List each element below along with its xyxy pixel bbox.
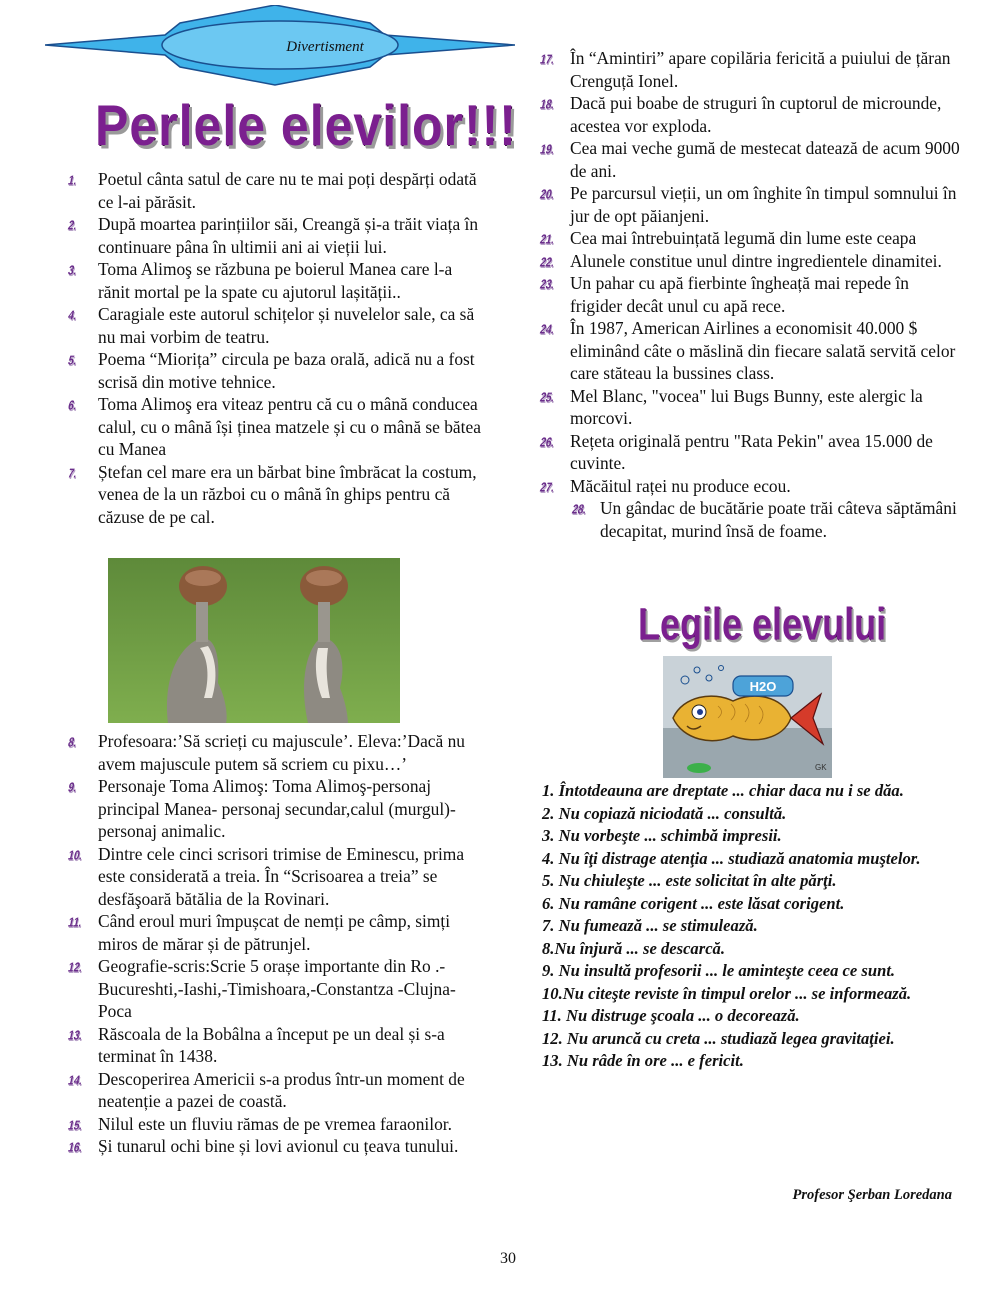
- item-text: Profesoara:’Să scrieți cu majuscule’. Eleva:’Dacă nu avem majuscule putem să scriem cu pixu…’: [98, 731, 465, 774]
- item-number: 5.: [66, 354, 79, 369]
- list-item: [68, 258, 488, 303]
- item-number: 19.: [538, 143, 556, 158]
- item-text: Pe parcursul vieții, un om înghite în timpul somnului în jur de opt păianjeni.: [570, 183, 957, 226]
- list-item: [68, 168, 488, 213]
- list-item: [68, 393, 488, 461]
- item-text: Mel Blanc, "vocea" lui Bugs Bunny, este alergic la morcovi.: [570, 385, 923, 428]
- law-item: 6. Nu ramâne corigent ... este lăsat corigent.: [542, 893, 845, 913]
- item-text: Un gândac de bucătărie poate trăi câteva săptămâni decapitat, murind însă de foame.: [600, 498, 957, 541]
- law-item: 10.Nu citeşte reviste în timpul orelor ... se informează.: [542, 983, 912, 1003]
- item-text: Când eroul muri împușcat de nemți pe câmp, simți miros de mărar și de pătrunjel.: [98, 911, 451, 954]
- author: Profesor Şerban Loredana: [792, 1187, 952, 1203]
- item-number: 27.: [538, 480, 556, 495]
- item-text: Dacă pui boabe de struguri în cuptorul de microunde, acestea vor exploda.: [570, 93, 942, 136]
- section-label: Divertisment: [286, 39, 364, 55]
- item-text: În “Amintiri” apare copilăria fericită a puiului de țăran Crenguță Ionel.: [570, 48, 951, 91]
- list-item: [540, 385, 960, 430]
- squirrels-illustration: [108, 558, 400, 723]
- pearls-list-part3: [540, 47, 960, 542]
- item-number: 12.: [66, 961, 84, 976]
- item-text: Și tunarul ochi bine și lovi avionul cu țeava tunului.: [98, 1136, 459, 1156]
- item-number: 18.: [538, 98, 556, 113]
- item-number: 3.: [66, 264, 79, 279]
- squirrels-photo: [108, 558, 400, 723]
- item-text: Poetul cânta satul de care nu te mai poți despărți odată ce l-ai părăsit.: [98, 169, 477, 212]
- item-number: 8.: [66, 736, 79, 751]
- fish-cartoon-illustration: [663, 656, 832, 778]
- item-number: 7.: [66, 466, 79, 481]
- law-item: 5. Nu chiuleşte ... este solicitat în alte părţi.: [542, 871, 837, 890]
- item-number: 10.: [66, 848, 84, 863]
- law-item: 1. Întotdeauna are dreptate ... chiar daca nu i se dăa.: [542, 781, 904, 800]
- list-item: [540, 272, 960, 317]
- law-item: 7. Nu fumează ... se stimulează.: [542, 916, 758, 935]
- law-item: 12. Nu aruncă cu creta ... studiază legea gravitaţiei.: [542, 1028, 895, 1048]
- item-number: 17.: [538, 53, 556, 68]
- list-item: [540, 250, 960, 273]
- list-item: [540, 92, 960, 137]
- list-item: [68, 843, 488, 911]
- item-text: Ștefan cel mare era un bărbat bine îmbrăcat la costum, venea de la un război cu o mână în ghips pentru că căzuse de pe cal.: [98, 461, 477, 527]
- item-text: După moartea parințiilor săi, Creangă și-a trăit viața în continuare pâna în ultimii ani ai vieții lui.: [98, 214, 479, 257]
- item-number: 26.: [538, 435, 556, 450]
- law-item: 13. Nu râde în ore ... e fericit.: [542, 1051, 744, 1070]
- list-item: [68, 1068, 488, 1113]
- list-item: [540, 227, 960, 250]
- item-number: 21.: [538, 233, 556, 248]
- pearls-list-part2: [68, 730, 488, 1158]
- item-number: 1.: [66, 174, 79, 189]
- item-text: Toma Alimoş era viteaz pentru că cu o mână conducea calul, cu o mână își ținea matzele și cu o mână se bătea cu Manea: [98, 394, 481, 459]
- item-number: 22.: [538, 255, 556, 270]
- item-text: Cea mai veche gumă de mestecat datează de acum 9000 de ani.: [570, 138, 960, 181]
- item-number: 23.: [538, 278, 556, 293]
- list-item: [68, 303, 488, 348]
- list-item: [68, 1113, 488, 1136]
- item-text: Descoperirea Americii s-a produs într-un moment de neatenție a pazei de coastă.: [98, 1068, 465, 1111]
- item-text: Măcăitul raței nu produce ecou.: [570, 475, 791, 496]
- law-item: 3. Nu vorbeşte ... schimbă impresii.: [542, 826, 782, 845]
- item-text: Alunele constitue unul dintre ingredientele dinamitei.: [570, 250, 942, 271]
- item-text: Poema “Miorița” circula pe baza orală, adică nu a fost scrisă din motive tehnice.: [98, 349, 475, 392]
- item-text: Nilul este un fluviu rămas de pe vremea faraonilor.: [98, 1113, 452, 1134]
- item-text: Toma Alimoş se răzbuna pe boierul Manea care l-a rănit mortal pe la spate cu ajutorul lașității..: [98, 259, 453, 302]
- cartoon-signature: GK: [815, 763, 827, 772]
- law-item: 11. Nu distruge şcoala ... o decorează.: [542, 1006, 800, 1025]
- list-item: [540, 475, 960, 498]
- item-number: 9.: [66, 781, 79, 796]
- law-item: 8.Nu înjură ... se descarcă.: [542, 938, 726, 958]
- item-number: 15.: [66, 1118, 84, 1133]
- list-item: [68, 730, 488, 775]
- page-number: 30: [500, 1250, 516, 1267]
- section-badge: [45, 5, 515, 87]
- item-number: 6.: [66, 399, 79, 414]
- list-item: [68, 213, 488, 258]
- item-text: Răscoala de la Bobâlna a început pe un deal și s-a terminat în 1438.: [98, 1023, 445, 1066]
- law-item: 4. Nu îţi distrage atenţia ... studiază anatomia muştelor.: [542, 848, 921, 868]
- item-number: 20.: [538, 188, 556, 203]
- item-number: 28.: [570, 503, 588, 518]
- law-item: 9. Nu insultă profesorii ... le aminteşte ceea ce sunt.: [542, 961, 896, 980]
- item-text: Cea mai întrebuințată legumă din lume este ceapa: [570, 228, 917, 248]
- item-number: 2.: [66, 219, 79, 234]
- list-item: [68, 775, 488, 843]
- laws-list: [542, 780, 962, 1073]
- list-item: [540, 137, 960, 182]
- list-item: [68, 910, 488, 955]
- item-text: Dintre cele cinci scrisori trimise de Eminescu, prima este considerată a treia. În “Scrisoarea a treia” se desfăşoară bătălia de la Rovinari.: [98, 843, 465, 909]
- item-text: În 1987, American Airlines a economisit 40.000 $ eliminând câte o măslină din fiecare salată servită celor care stăteau la bussines class.: [570, 318, 956, 383]
- pearls-list-part1: [68, 168, 488, 528]
- list-item: [68, 1023, 488, 1068]
- law-item: 2. Nu copiază niciodată ... consultă.: [542, 803, 787, 823]
- list-item: [540, 430, 960, 475]
- item-text: Rețeta originală pentru "Rata Pekin" avea 15.000 de cuvinte.: [570, 430, 933, 473]
- item-number: 24.: [538, 323, 556, 338]
- list-item: [540, 182, 960, 227]
- item-number: 16.: [66, 1141, 84, 1156]
- list-item: [540, 317, 960, 385]
- list-item: [68, 1135, 488, 1158]
- item-text: Geografie-scris:Scrie 5 orașe importante din Ro .-Bucureshti,-Iashi,-Timishoara,-Constantza -Clujna-Poca: [98, 956, 456, 1021]
- page-title: Perlele elevilor!!!: [95, 93, 517, 158]
- bottle-label: H2O: [749, 679, 777, 694]
- list-item: [540, 497, 960, 542]
- item-text: Caragiale este autorul schițelor și nuvelelor sale, ca să nu mai vorbim de teatru.: [98, 304, 475, 347]
- item-text: Personaje Toma Alimoş: Toma Alimoş-personaj principal Manea- personaj secundar,calul (murgul)- personaj animalic.: [98, 776, 456, 841]
- list-item: [68, 348, 488, 393]
- item-number: 13.: [66, 1028, 84, 1043]
- item-number: 14.: [66, 1073, 84, 1088]
- item-number: 25.: [538, 390, 556, 405]
- list-item: [68, 461, 488, 529]
- list-item: [68, 955, 488, 1023]
- laws-title: Legile elevului: [638, 598, 887, 650]
- item-text: Un pahar cu apă fierbinte îngheață mai repede în frigider decât unul cu apă rece.: [570, 273, 909, 316]
- item-number: 4.: [66, 309, 79, 324]
- list-item: [540, 47, 960, 92]
- fish-cartoon: [663, 656, 832, 778]
- item-number: 11.: [66, 916, 84, 931]
